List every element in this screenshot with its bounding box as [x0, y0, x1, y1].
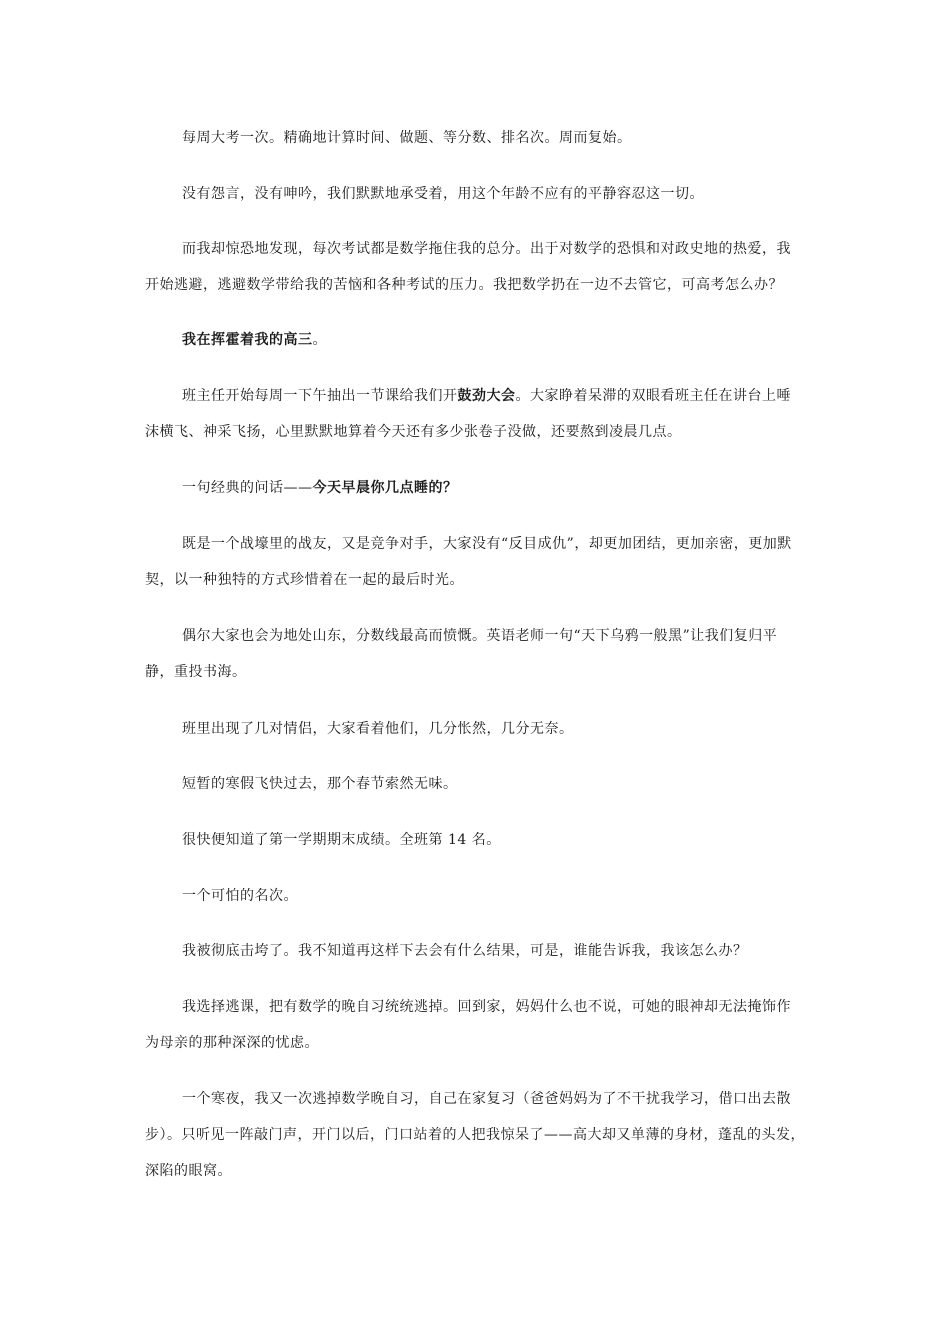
paragraph-14: 我选择逃课，把有数学的晚自习统统逃掉。回到家，妈妈什么也不说，可她的眼神却无法掩饰作为母亲的那种深深的忧虑。 [145, 999, 791, 1051]
paragraph-6 [145, 470, 805, 506]
paragraph-13: 我被彻底击垮了。我不知道再这样下去会有什么结果，可是，谁能告诉我，我该怎么办？ [182, 943, 748, 959]
paragraph-5 [145, 378, 805, 450]
paragraph-2: 没有怨言，没有呻吟，我们默默地承受着，用这个年龄不应有的平静容忍这一切。 [182, 186, 704, 202]
paragraph-8: 偶尔大家也会为地处山东，分数线最高而愤慨。英语老师一句“天下乌鸦一般黑”让我们复归平静，重投书海。 [145, 628, 778, 680]
paragraph-3: 而我却惊恐地发现，每次考试都是数学拖住我的总分。出于对数学的恐惧和对政史地的热爱，我开始逃避，逃避数学带给我的苦恼和各种考试的压力。我把数学扔在一边不去管它，可高考怎么办？ [145, 241, 791, 293]
paragraph-12: 一个可怕的名次。 [182, 888, 298, 904]
paragraph-4 [145, 322, 805, 358]
paragraph-1: 每周大考一次。精确地计算时间、做题、等分数、排名次。周而复始。 [182, 130, 632, 146]
paragraph-text: 。大家睁着呆滞的双眼看班主任在讲台上唾沫横飞、神采飞扬，心里默默地算着今天还有多少张卷子没做，还要熬到凌晨几点。 [145, 388, 791, 440]
paragraph-11: 很快便知道了第一学期期末成绩。全班第 14 名。 [182, 832, 501, 848]
bold-phrase: 鼓劲大会 [457, 388, 516, 404]
paragraph-text: 。 [312, 332, 327, 348]
paragraph-15: 一个寒夜，我又一次逃掉数学晚自习，自己在家复习（爸爸妈妈为了不干扰我学习，借口出去散步）。只听见一阵敲门声，开门以后，门口站着的人把我惊呆了——高大却又单薄的身材，蓬乱的头发，深陷的眼窝。 [145, 1091, 805, 1179]
bold-phrase: 今天早晨你几点睡的？ [312, 480, 458, 496]
paragraph-10: 短暂的寒假飞快过去，那个春节索然无味。 [182, 776, 458, 792]
paragraph-9: 班里出现了几对情侣，大家看着他们，几分怅然，几分无奈。 [182, 721, 574, 737]
paragraph-text: 班主任开始每周一下午抽出一节课给我们开 [182, 388, 458, 404]
bold-phrase: 我在挥霍着我的高三 [182, 332, 313, 348]
paragraph-7: 既是一个战壕里的战友，又是竞争对手，大家没有“反目成仇”，却更加团结，更加亲密，更加默契，以一种独特的方式珍惜着在一起的最后时光。 [145, 536, 792, 588]
paragraph-text: 一句经典的问话—— [182, 480, 313, 496]
